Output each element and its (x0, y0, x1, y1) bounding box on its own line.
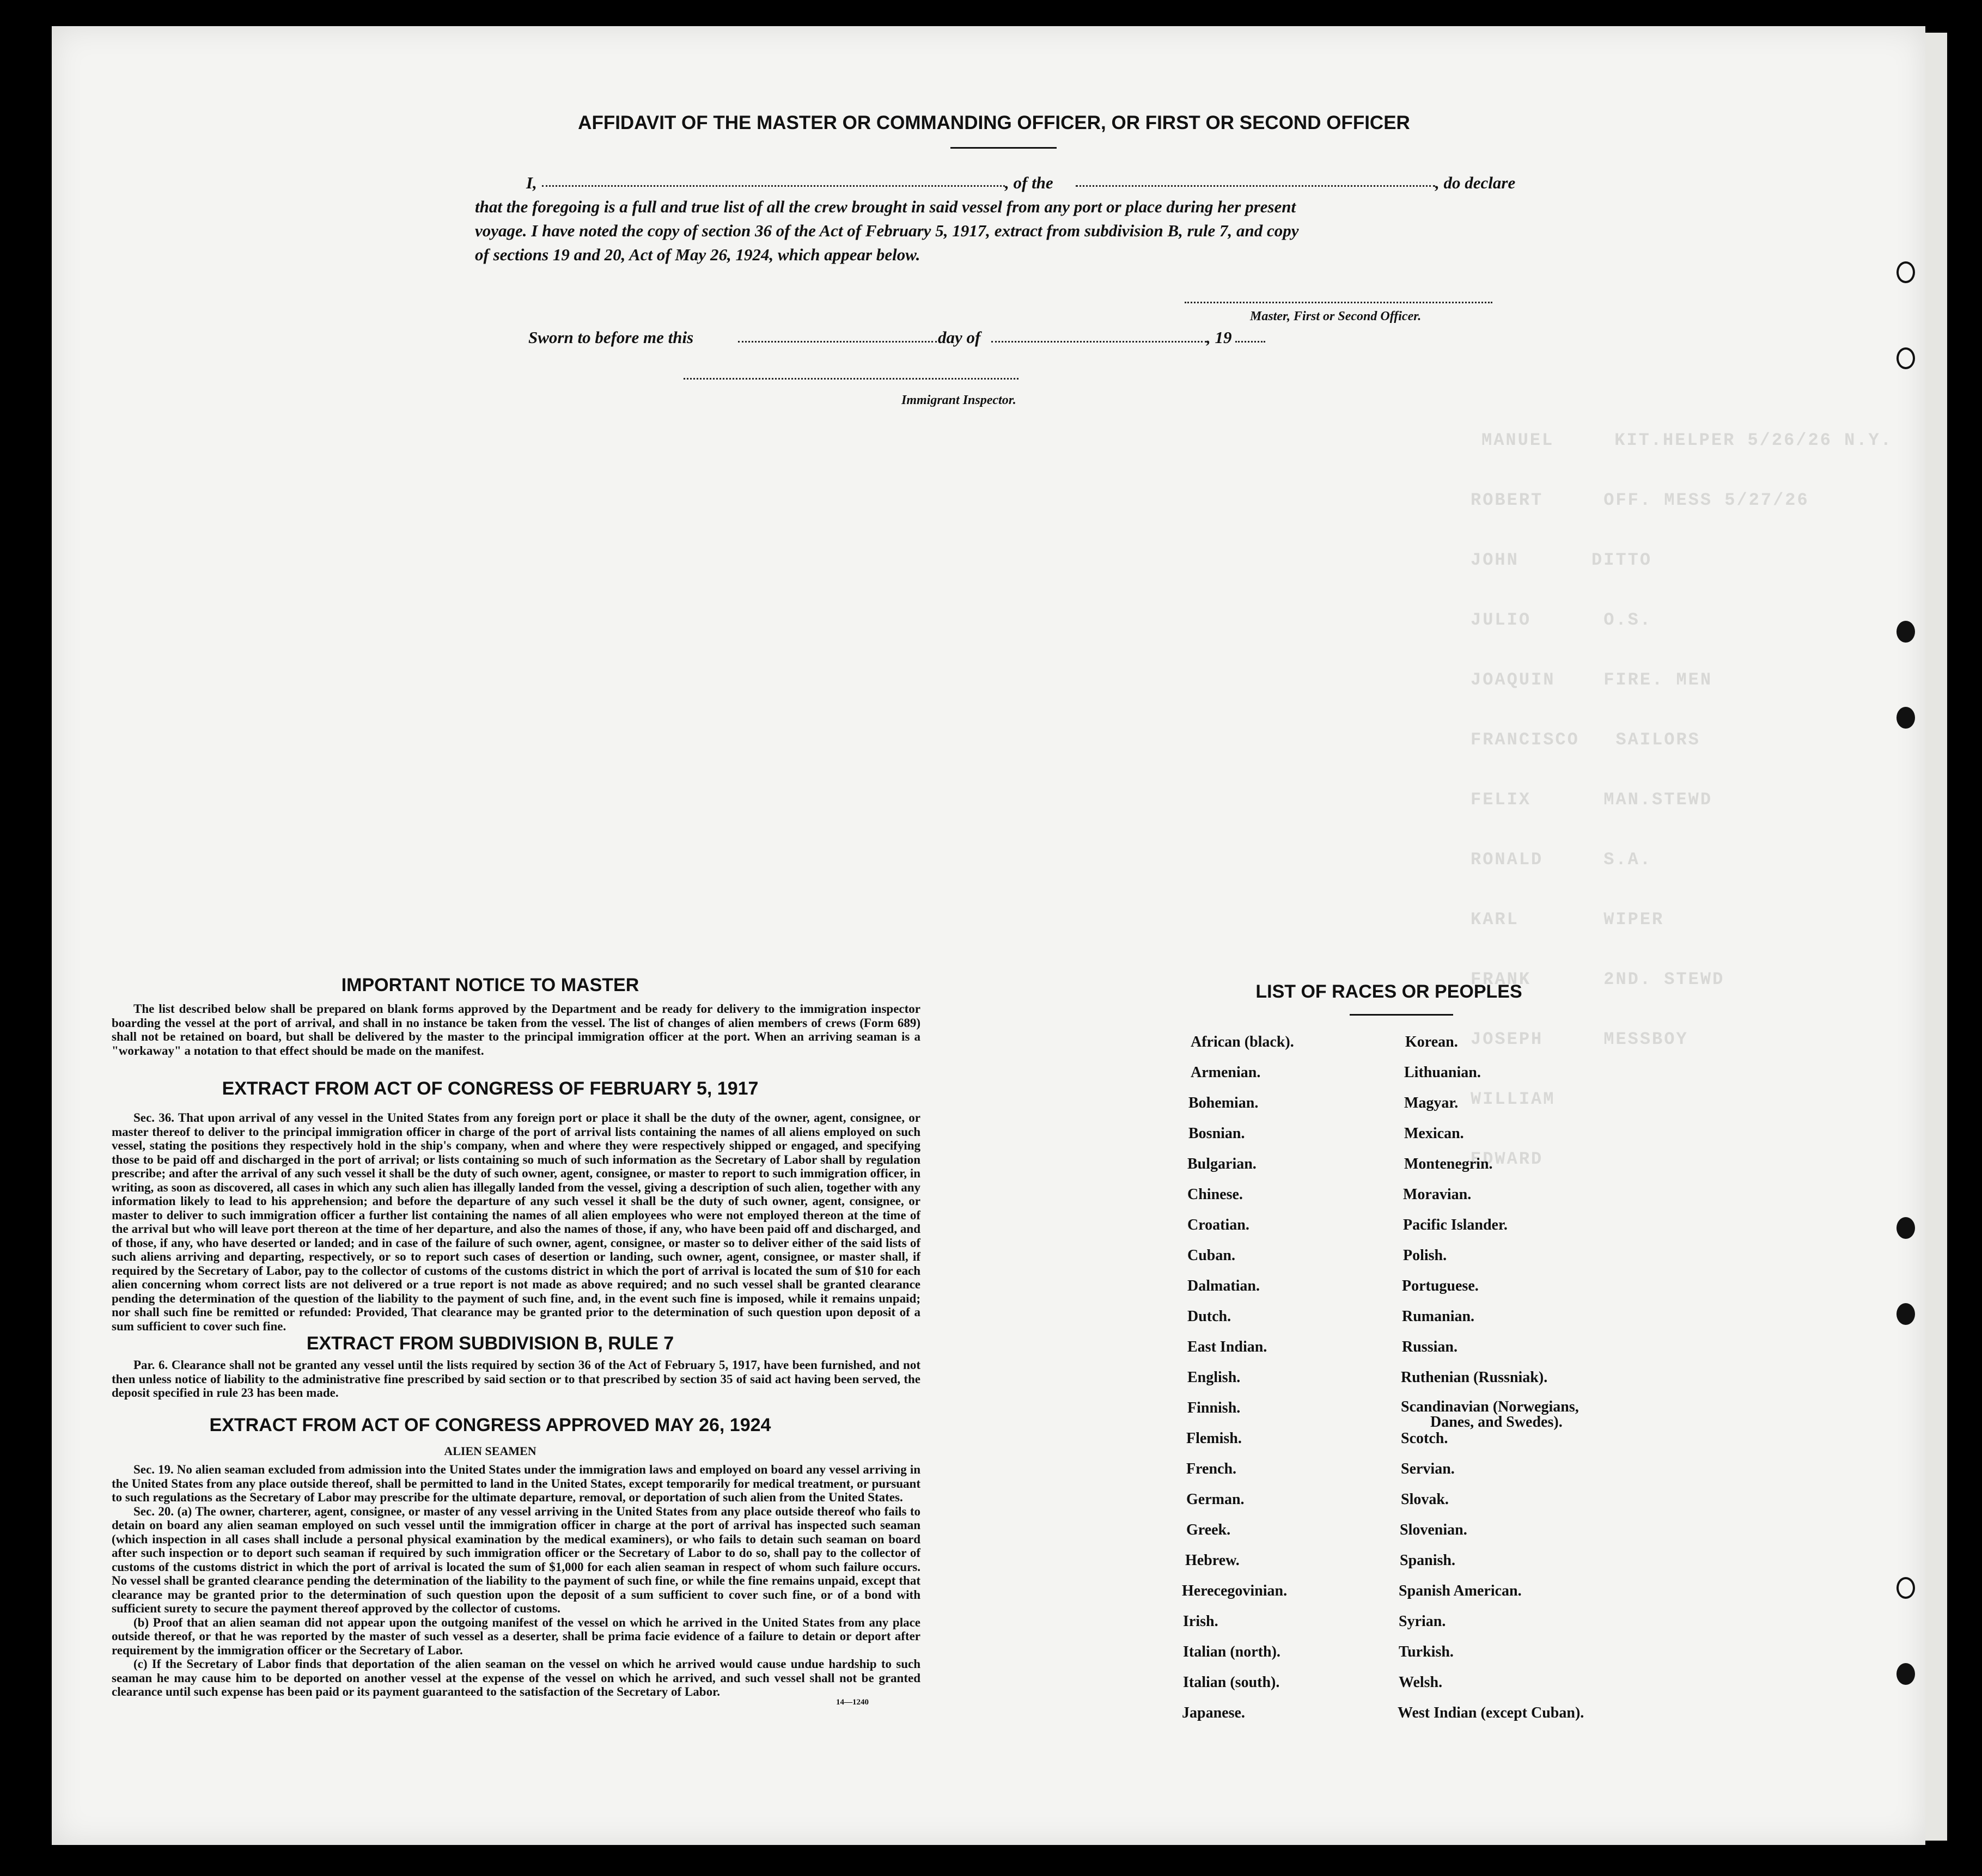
race-item: Welsh. (1399, 1674, 1443, 1691)
race-item: Flemish. (1186, 1430, 1242, 1447)
race-item-continued: Danes, and Swedes). (1430, 1414, 1563, 1431)
affidavit-title: AFFIDAVIT OF THE MASTER OR COMMANDING OFFICER, OR FIRST OR SECOND OFFICER (578, 112, 1410, 133)
race-item: Korean. (1405, 1034, 1458, 1050)
sworn-label: Sworn to before me this (528, 328, 694, 347)
vessel-field[interactable] (1076, 185, 1435, 187)
sec19-text: Sec. 19. No alien seaman excluded from admission into the United States under the immigration laws and employed on board any vessel arriving in the United States from any place outside thereof, shall be permitted to land in the United States, except temporarily for medical treatment, or pursuant to such regulations as the Secretary of Labor may prescribe for the ultimate departure, removal, or deportation of such alien from the United States. (112, 1463, 920, 1504)
race-item: Mexican. (1404, 1125, 1464, 1142)
affidavit-line2: that the foregoing is a full and true list of all the crew brought in said vessel from any port or place during her present (475, 197, 1296, 216)
affidavit-rule (950, 147, 1057, 149)
inspector-signature-field[interactable] (684, 378, 1019, 380)
race-item: Hebrew. (1185, 1552, 1240, 1569)
race-item: Syrian. (1399, 1613, 1446, 1630)
rule7-text: Par. 6. Clearance shall not be granted any vessel until the lists required by section 36 of the Act of February 5, 1917, have been furnished, and not then unless notice of liability to the administrative fine prescribed by said section or to that prescribed by section 35 of said act having been served, the deposit specified in rule 23 has been made. (112, 1358, 920, 1400)
sec20b-text: (b) Proof that an alien seaman did not appear upon the outgoing manifest of the vessel on which he arrived in the United States from any place outside thereof, or that he was reported by the master of such vessel as a deserter, shall be prima facie evidence of a failure to detain or deport after requirement by the immigration officer or the Secretary of Labor. (112, 1615, 920, 1657)
punch-hole-icon (1896, 707, 1915, 729)
punch-hole-icon (1896, 261, 1915, 283)
race-item: Slovenian. (1400, 1521, 1467, 1538)
race-item: Croatian. (1187, 1217, 1249, 1233)
race-item: Ruthenian (Russniak). (1401, 1369, 1548, 1386)
sworn-day-of: day of (938, 328, 981, 347)
sworn-year-label: , 19 (1206, 328, 1232, 347)
race-item: Russian. (1402, 1339, 1457, 1355)
race-item: Italian (south). (1183, 1674, 1280, 1691)
race-item: French. (1186, 1461, 1237, 1477)
races-rule (1350, 1014, 1453, 1016)
inspector-signature-label: Immigrant Inspector. (901, 393, 1016, 407)
punch-hole-icon (1896, 1303, 1915, 1325)
affidavit-i: I, (526, 173, 537, 192)
races-title: LIST OF RACES OR PEOPLES (1255, 981, 1522, 1002)
notice-text: The list described below shall be prepared on blank forms approved by the Department and be ready for delivery to the immigration inspector boarding the vessel at the port of arrival, and shall in no instance be taken from the vessel. The list of changes of alien members of crews (Form 689) shall not be retained on board, but shall be delivered by the master to the principal immigration officer at the port. When an arriving seaman is a "workaway" a notation to that effect should be made on the manifest. (112, 1002, 920, 1058)
punch-hole-icon (1896, 347, 1915, 369)
race-item: Greek. (1186, 1521, 1231, 1538)
race-item: Italian (north). (1183, 1643, 1280, 1660)
extract-1924-title: EXTRACT FROM ACT OF CONGRESS APPROVED MAY 26, 1924 (209, 1415, 771, 1435)
extract-1917-title: EXTRACT FROM ACT OF CONGRESS OF FEBRUARY 5, 1917 (222, 1078, 759, 1099)
sec20c-text: (c) If the Secretary of Labor finds that deportation of the alien seaman on the vessel on which he arrived would cause undue hardship to such seaman he may cause him to be deported on another vessel at the expense of the vessel on which he arrived, and such vessel shall not be granted clearance until such expense has been paid or its payment guaranteed to the satisfaction of the Secretary of Labor. (112, 1657, 920, 1698)
punch-hole-icon (1896, 1663, 1915, 1685)
race-item: Rumanian. (1402, 1308, 1475, 1325)
race-item: Cuban. (1187, 1247, 1235, 1264)
extract-1924-text (112, 1463, 920, 1699)
race-item: Bosnian. (1188, 1125, 1245, 1142)
race-item: African (black). (1191, 1034, 1294, 1050)
page-edge (1925, 33, 1947, 1841)
sworn-year-field[interactable] (1235, 341, 1265, 343)
punch-hole-icon (1896, 1217, 1915, 1239)
notice-title: IMPORTANT NOTICE TO MASTER (341, 975, 639, 995)
race-item: Dutch. (1187, 1308, 1231, 1325)
race-item: Scandinavian (Norwegians, (1401, 1398, 1579, 1415)
race-item: Moravian. (1403, 1186, 1472, 1203)
affidavit-of-the: , of the (1005, 173, 1053, 192)
race-item: Slovak. (1401, 1491, 1449, 1508)
race-item: Irish. (1183, 1613, 1218, 1630)
sec20a-text: Sec. 20. (a) The owner, charterer, agent, consignee, or master of any vessel arriving in the United States from any place outside thereof who fails to detain on board any alien seaman employed on such vessel until the immigration officer in charge at the port of arrival has inspected such seaman (which inspection in all cases shall include a personal physical examination by the medical examiners), or who fails to detain such seaman on board after such inspection or to deport such seaman if required by such immigration officer or the Secretary of Labor to do so, shall pay to the collector of customs of the customs district in which the port of arrival is located the sum of $1,000 for each alien seaman in respect of whom such failure occurs. No vessel shall be granted clearance pending the determination of the liability to the payment of such fine, or while the fine remains unpaid, except that clearance may be granted prior to the determination of such question upon the deposit of a sum sufficient to cover such fine, or of a bond with sufficient surety to secure the payment thereof approved by the collector of customs. (112, 1504, 920, 1615)
race-item: West Indian (except Cuban). (1398, 1704, 1584, 1721)
race-item: Herecegovinian. (1182, 1582, 1288, 1599)
form-number: 14—1240 (836, 1698, 869, 1707)
race-item: Lithuanian. (1404, 1064, 1481, 1081)
extract-1917-text: Sec. 36. That upon arrival of any vessel in the United States from any foreign port or place it shall be the duty of the owner, agent, consignee, or master thereof to deliver to the principal immigration officer in charge of the port of arrival lists containing the names of all aliens employed on such vessel, stating the positions they respectively hold in the ship's company, when and where they were respectively shipped or engaged, and specifying those to be paid off and discharged in the port of arrival; or lists containing so much of such information as the Secretary of Labor shall by regulation prescribe; and after the arrival of any such vessel it shall be the duty of such owner, agent, consignee, or master to report to such immigration officer, in writing, as soon as discovered, all cases in which any such alien has illegally landed from the vessel, giving a description of such alien, together with any information likely to lead to his apprehension; and before the departure of any such vessel it shall be the duty of such owner, agent, consignee, or master to deliver to such immigration officer a further list containing the names of all alien employees who were not employed thereon at the time of the arrival but who will leave port thereon at the time of her departure, and also the names of those, if any, who have been paid off and discharged, and of those, if any, who have deserted or landed; and in case of the failure of such owner, agent, consignee, or master so to deliver either of the said lists of such aliens arriving and departing, respectively, or so to report such cases of desertion or landing, such owner, agent, consignee, or master shall, if required by the Secretary of Labor, pay to the collector of customs of the customs district in which the port of arrival is located the sum of $10 for each alien concerning whom correct lists are not delivered or a true report is not made as above required; and no such vessel shall be granted clearance pending the determination of the question of the liability to the payment of such fine, and, in the event such fine is imposed, while it remains unpaid; nor shall such fine be remitted or refunded: Provided, That clearance may be granted prior to the determination of such question upon deposit of a sum sufficient to cover such fine. (112, 1111, 920, 1333)
race-item: Spanish American. (1399, 1582, 1522, 1599)
race-item: Bulgarian. (1187, 1156, 1257, 1172)
rule7-title: EXTRACT FROM SUBDIVISION B, RULE 7 (306, 1333, 674, 1354)
punch-hole-icon (1896, 621, 1915, 643)
race-item: German. (1186, 1491, 1245, 1508)
punch-hole-icon (1896, 1577, 1915, 1599)
extract-1924-subtitle: ALIEN SEAMEN (444, 1444, 536, 1458)
sworn-month-field[interactable] (991, 341, 1206, 343)
affidavit-line3: voyage. I have noted the copy of section 36 of the Act of February 5, 1917, extract from subdivision B, rule 7, and copy (475, 221, 1299, 240)
sworn-day-field[interactable] (738, 341, 937, 343)
race-item: Chinese. (1187, 1186, 1243, 1203)
race-item: Dalmatian. (1187, 1278, 1260, 1294)
master-signature-label: Master, First or Second Officer. (1250, 309, 1422, 323)
race-item: Servian. (1401, 1461, 1455, 1477)
race-item: Scotch. (1401, 1430, 1448, 1447)
master-signature-field[interactable] (1185, 302, 1492, 303)
race-item: Montenegrin. (1404, 1156, 1493, 1172)
name-field[interactable] (542, 185, 1005, 187)
race-item: Bohemian. (1188, 1095, 1259, 1111)
race-item: Portuguese. (1402, 1278, 1479, 1294)
affidavit-declare: , do declare (1435, 173, 1516, 192)
race-item: Polish. (1403, 1247, 1447, 1264)
race-item: Spanish. (1400, 1552, 1455, 1569)
affidavit-line4: of sections 19 and 20, Act of May 26, 1924, which appear below. (475, 245, 920, 264)
race-item: Finnish. (1187, 1400, 1241, 1416)
race-item: East Indian. (1187, 1339, 1267, 1355)
race-item: Turkish. (1399, 1643, 1454, 1660)
race-item: Pacific Islander. (1403, 1217, 1508, 1233)
race-item: Magyar. (1404, 1095, 1459, 1111)
race-item: Japanese. (1182, 1704, 1245, 1721)
race-item: English. (1187, 1369, 1241, 1386)
race-item: Armenian. (1191, 1064, 1261, 1081)
